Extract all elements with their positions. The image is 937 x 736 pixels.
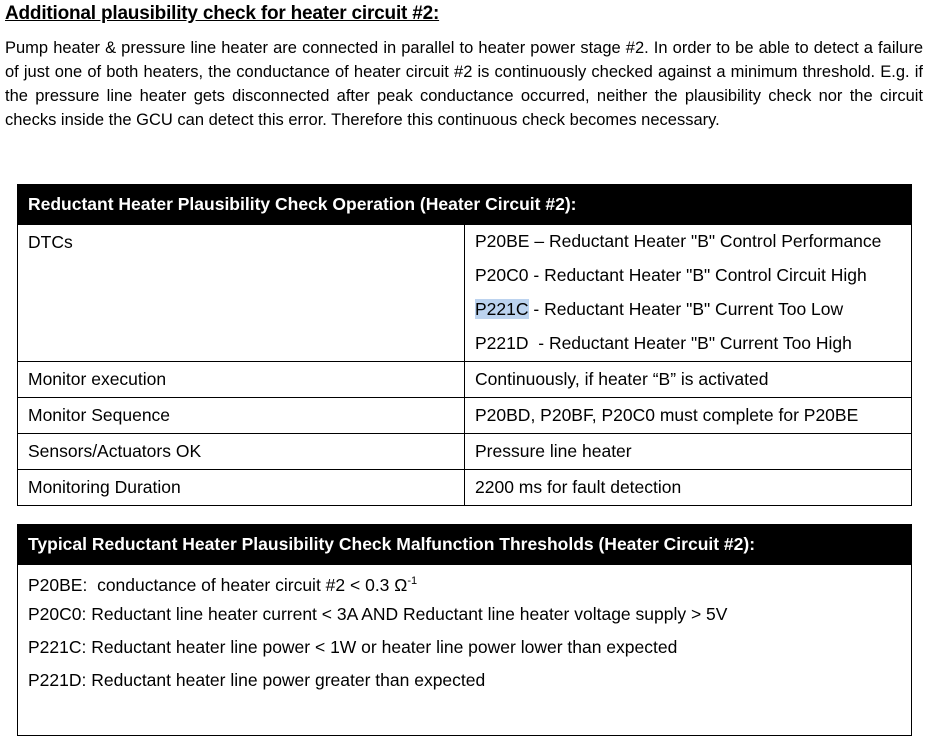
- row-label: Monitor execution: [18, 362, 465, 398]
- row-label: Monitoring Duration: [18, 470, 465, 506]
- threshold-table-title: Typical Reductant Heater Plausibility Check Malfunction Thresholds (Heater Circuit #2):: [18, 525, 912, 565]
- dtc-code[interactable]: P20BE: [475, 231, 530, 251]
- dtc-item: [475, 293, 901, 327]
- table-row: [18, 434, 912, 470]
- dtc-separator: –: [529, 231, 549, 251]
- dtc-item: [475, 259, 901, 293]
- row-label: Sensors/Actuators OK: [18, 434, 465, 470]
- dtc-separator: -: [528, 299, 545, 319]
- dtc-item: [475, 327, 901, 361]
- dtc-description: Reductant Heater "B" Current Too Low: [544, 299, 844, 319]
- table-row: [18, 470, 912, 506]
- threshold-list: [18, 565, 912, 736]
- table-row: [18, 225, 912, 362]
- threshold-item: P221C: Reductant heater line power < 1W or heater line power lower than expected: [28, 637, 678, 657]
- row-value: P20BD, P20BF, P20C0 must complete for P20BE: [465, 398, 912, 434]
- dtc-code[interactable]: P20C0: [475, 265, 529, 285]
- section-heading: Additional plausibility check for heater circuit #2:: [5, 3, 440, 24]
- dtc-label: DTCs: [18, 225, 465, 362]
- dtc-list: [465, 225, 912, 362]
- operation-table: [17, 184, 912, 506]
- intro-paragraph: Pump heater & pressure line heater are connected in parallel to heater power stage #2. In order to be able to detect a failure of just one of both heaters, the conductance of heater circuit #2 is continuously checked against a minimum threshold. E.g. if the pressure line heater gets disconnected after peak conductance occurred, neither the plausibility check nor the circuit checks inside the GCU can detect this error. Therefore this continuous check becomes necessary.: [5, 39, 923, 129]
- row-label: Monitor Sequence: [18, 398, 465, 434]
- dtc-code-selected[interactable]: P221C: [475, 299, 529, 319]
- threshold-table: [17, 524, 912, 736]
- threshold-item: [28, 565, 901, 598]
- dtc-code[interactable]: P221D: [475, 333, 529, 353]
- threshold-item: P221D: Reductant heater line power greater than expected: [28, 670, 486, 690]
- row-value: Pressure line heater: [465, 434, 912, 470]
- row-value: 2200 ms for fault detection: [465, 470, 912, 506]
- dtc-item: [475, 225, 901, 259]
- table-row: [18, 398, 912, 434]
- threshold-item: P20C0: Reductant line heater current < 3A AND Reductant line heater voltage supply > 5V: [28, 604, 728, 624]
- threshold-text: P20BE: conductance of heater circuit #2 < 0.3 Ω: [28, 574, 408, 595]
- dtc-separator: -: [528, 265, 545, 285]
- table-row: [18, 362, 912, 398]
- operation-table-title: Reductant Heater Plausibility Check Operation (Heater Circuit #2):: [18, 185, 912, 225]
- dtc-description: Reductant Heater "B" Control Performance: [548, 231, 882, 251]
- threshold-superscript: -1: [407, 575, 418, 587]
- row-value: Continuously, if heater “B” is activated: [465, 362, 912, 398]
- dtc-separator: -: [528, 333, 549, 353]
- dtc-description: Reductant Heater "B" Control Circuit High: [544, 265, 867, 285]
- table-row: [18, 565, 912, 736]
- dtc-description: Reductant Heater "B" Current Too High: [548, 333, 852, 353]
